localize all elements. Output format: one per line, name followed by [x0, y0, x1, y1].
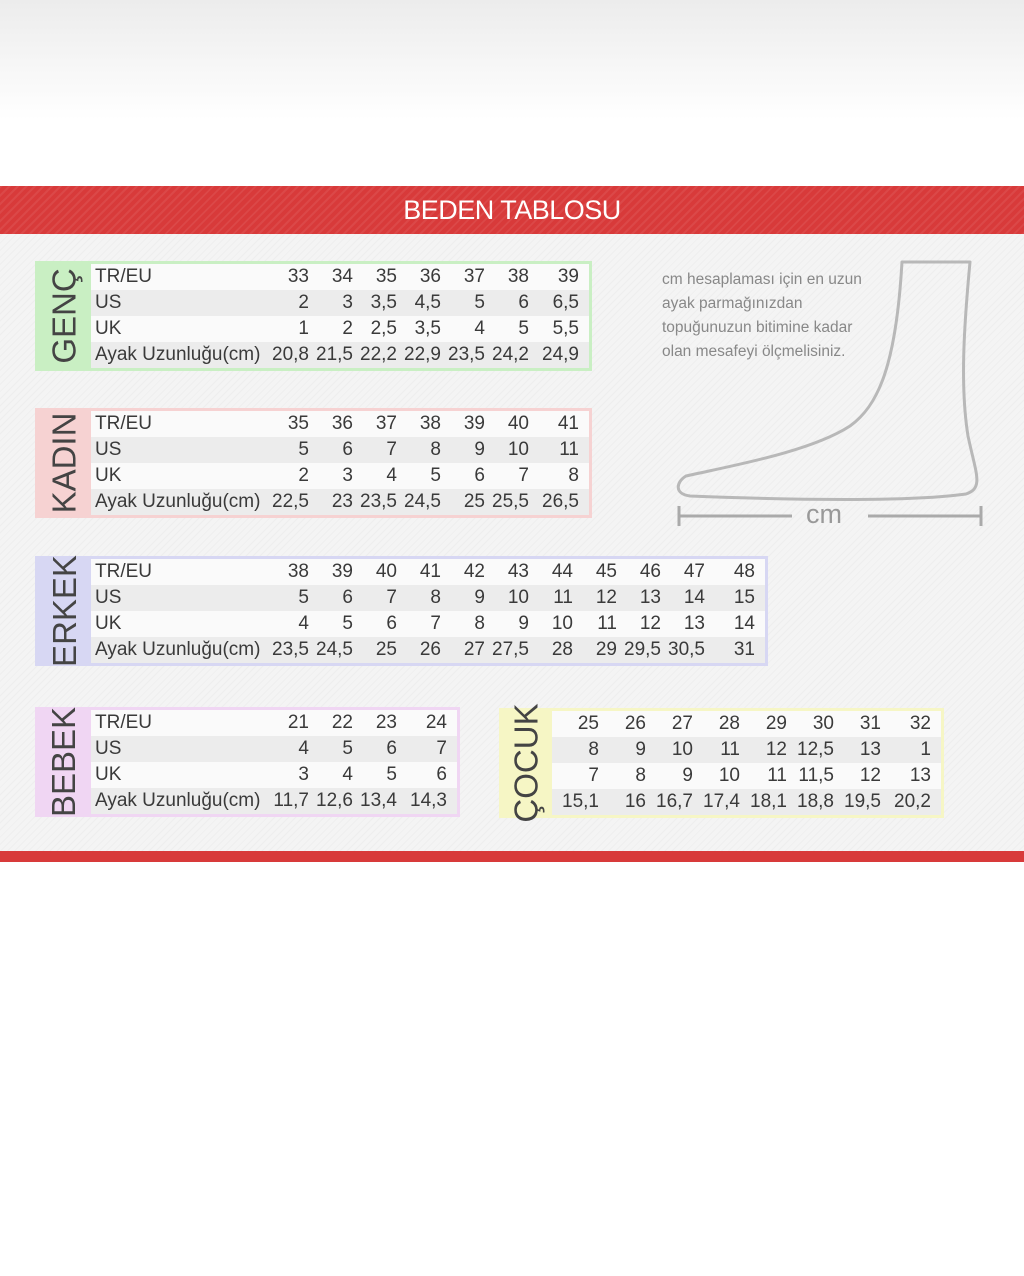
table-cell: 35 — [375, 266, 397, 287]
table-cell: 25,5 — [492, 491, 529, 512]
genc-tag: GENÇ — [38, 264, 91, 368]
bebek-tag: BEBEK — [38, 710, 91, 814]
row-label: Ayak Uzunluğu(cm) — [95, 639, 261, 660]
table-cell: 12 — [639, 613, 661, 634]
table-cell: 12 — [859, 765, 881, 786]
table-row — [91, 290, 589, 316]
table-cell: 6 — [518, 292, 529, 313]
row-label: TR/EU — [95, 561, 152, 582]
table-cell: 5 — [342, 738, 353, 759]
table-cell: 38 — [419, 413, 441, 434]
table-cell: 25 — [463, 491, 485, 512]
table-cell: 44 — [551, 561, 573, 582]
table-cell: 26 — [419, 639, 441, 660]
table-cell: 24,5 — [316, 639, 353, 660]
table-cell: 4 — [298, 613, 309, 634]
table-row — [91, 736, 457, 762]
table-row — [91, 637, 765, 663]
table-cell: 6 — [386, 738, 397, 759]
table-cell: 28 — [551, 639, 573, 660]
table-cell: 36 — [419, 266, 441, 287]
table-cell: 26 — [624, 713, 646, 734]
table-cell: 13 — [859, 739, 881, 760]
table-cell: 5 — [430, 465, 441, 486]
table-cell: 40 — [375, 561, 397, 582]
row-label: UK — [95, 764, 122, 785]
table-cell: 29 — [765, 713, 787, 734]
row-label: US — [95, 439, 122, 460]
table-cell: 39 — [331, 561, 353, 582]
table-cell: 8 — [430, 439, 441, 460]
table-cell: 41 — [419, 561, 441, 582]
table-row — [91, 342, 589, 368]
table-cell: 7 — [436, 738, 447, 759]
row-label: TR/EU — [95, 712, 152, 733]
table-cell: 10 — [507, 439, 529, 460]
bottom-bar — [0, 851, 1024, 862]
table-row — [91, 463, 589, 489]
table-cell: 10 — [551, 613, 573, 634]
table-cell: 36 — [331, 413, 353, 434]
table-cell: 13,4 — [360, 790, 397, 811]
kadin-table — [35, 408, 592, 518]
table-cell: 13 — [909, 765, 931, 786]
table-cell: 11 — [559, 439, 579, 460]
table-row — [91, 585, 765, 611]
table-cell: 24,2 — [492, 344, 529, 365]
table-cell: 23 — [375, 712, 397, 733]
table-cell: 15,1 — [562, 791, 599, 812]
erkek-table — [35, 556, 768, 666]
table-cell: 6 — [386, 613, 397, 634]
measure-note: cm hesaplaması için en uzun ayak parmağınızdan topuğunuzun bitimine kadar olan mesafeyi ölçmelisiniz. — [662, 271, 862, 360]
table-row — [91, 316, 589, 342]
table-cell: 37 — [375, 413, 397, 434]
table-cell: 2,5 — [370, 318, 397, 339]
table-cell: 23,5 — [272, 639, 309, 660]
table-cell: 6,5 — [552, 292, 579, 313]
table-row — [91, 611, 765, 637]
table-cell: 5 — [342, 613, 353, 634]
table-cell: 15 — [733, 587, 755, 608]
table-cell: 23,5 — [448, 344, 485, 365]
table-cell: 14 — [733, 613, 755, 634]
table-cell: 10 — [671, 739, 693, 760]
row-label: UK — [95, 318, 122, 339]
table-row — [552, 737, 941, 763]
table-cell: 4,5 — [414, 292, 441, 313]
table-cell: 12,5 — [797, 739, 834, 760]
table-cell: 11,5 — [798, 765, 834, 786]
size-chart — [0, 186, 1024, 862]
table-cell: 19,5 — [844, 791, 881, 812]
table-cell: 7 — [518, 465, 529, 486]
table-cell: 10 — [718, 765, 740, 786]
table-cell: 41 — [557, 413, 579, 434]
row-label: UK — [95, 465, 122, 486]
table-cell: 10 — [507, 587, 529, 608]
table-cell: 43 — [507, 561, 529, 582]
table-cell: 20,8 — [272, 344, 309, 365]
table-cell: 6 — [474, 465, 485, 486]
table-cell: 35 — [287, 413, 309, 434]
row-label: Ayak Uzunluğu(cm) — [95, 491, 261, 512]
table-cell: 39 — [557, 266, 579, 287]
table-row — [91, 762, 457, 788]
row-label: TR/EU — [95, 266, 152, 287]
table-cell: 3 — [342, 465, 353, 486]
cm-label: cm — [806, 499, 842, 529]
table-cell: 6 — [342, 439, 353, 460]
table-cell: 8 — [568, 465, 579, 486]
table-cell: 11,7 — [273, 790, 309, 811]
table-cell: 5 — [474, 292, 485, 313]
table-cell: 9 — [682, 765, 693, 786]
table-cell: 4 — [298, 738, 309, 759]
table-cell: 26,5 — [542, 491, 579, 512]
table-row — [91, 411, 589, 437]
table-cell: 24 — [425, 712, 447, 733]
table-cell: 20,2 — [894, 791, 931, 812]
table-cell: 2 — [342, 318, 353, 339]
table-cell: 12,6 — [316, 790, 353, 811]
table-cell: 8 — [635, 765, 646, 786]
table-cell: 7 — [386, 439, 397, 460]
table-cell: 39 — [463, 413, 485, 434]
table-cell: 11 — [720, 739, 740, 760]
table-cell: 1 — [298, 318, 309, 339]
erkek-tag: ERKEK — [38, 559, 91, 663]
table-cell: 25 — [375, 639, 397, 660]
table-cell: 1 — [920, 739, 931, 760]
table-cell: 38 — [507, 266, 529, 287]
table-cell: 34 — [331, 266, 353, 287]
table-cell: 9 — [474, 439, 485, 460]
table-cell: 22,5 — [272, 491, 309, 512]
table-cell: 21,5 — [316, 344, 353, 365]
table-row — [91, 710, 457, 736]
row-label: US — [95, 587, 122, 608]
table-cell: 11 — [767, 765, 787, 786]
table-cell: 22,9 — [404, 344, 441, 365]
table-cell: 33 — [287, 266, 309, 287]
table-cell: 4 — [386, 465, 397, 486]
table-cell: 7 — [386, 587, 397, 608]
table-cell: 48 — [733, 561, 755, 582]
page-title: BEDEN TABLOSU — [403, 194, 621, 225]
table-cell: 8 — [588, 739, 599, 760]
table-cell: 40 — [507, 413, 529, 434]
table-cell: 5 — [298, 587, 309, 608]
table-cell: 16,7 — [656, 791, 693, 812]
table-cell: 5 — [518, 318, 529, 339]
table-row — [552, 789, 941, 815]
table-cell: 31 — [859, 713, 881, 734]
table-cell: 9 — [635, 739, 646, 760]
table-row — [91, 264, 589, 290]
table-cell: 16 — [624, 791, 646, 812]
table-row — [91, 559, 765, 585]
table-cell: 5 — [298, 439, 309, 460]
table-cell: 29 — [595, 639, 617, 660]
cocuk-table — [499, 703, 944, 823]
table-cell: 12 — [765, 739, 787, 760]
table-cell: 6 — [436, 764, 447, 785]
table-cell: 8 — [430, 587, 441, 608]
row-label: Ayak Uzunluğu(cm) — [95, 790, 261, 811]
table-cell: 18,8 — [797, 791, 834, 812]
table-cell: 2 — [298, 465, 309, 486]
table-cell: 6 — [342, 587, 353, 608]
table-cell: 14,3 — [410, 790, 447, 811]
table-cell: 30,5 — [668, 639, 705, 660]
row-label: US — [95, 292, 122, 313]
table-row — [91, 437, 589, 463]
table-cell: 25 — [577, 713, 599, 734]
table-cell: 11 — [597, 613, 617, 634]
table-cell: 4 — [342, 764, 353, 785]
table-cell: 21 — [287, 712, 309, 733]
table-cell: 7 — [430, 613, 441, 634]
table-cell: 27 — [671, 713, 693, 734]
row-label: UK — [95, 613, 122, 634]
table-cell: 47 — [683, 561, 705, 582]
table-row — [552, 711, 941, 737]
table-cell: 23,5 — [360, 491, 397, 512]
table-cell: 3 — [298, 764, 309, 785]
table-row — [552, 763, 941, 789]
table-cell: 46 — [639, 561, 661, 582]
table-cell: 27 — [463, 639, 485, 660]
table-cell: 42 — [463, 561, 485, 582]
table-cell: 7 — [588, 765, 599, 786]
table-cell: 24,9 — [542, 344, 579, 365]
table-cell: 23 — [331, 491, 353, 512]
table-cell: 38 — [287, 561, 309, 582]
table-cell: 30 — [812, 713, 834, 734]
row-label: Ayak Uzunluğu(cm) — [95, 344, 261, 365]
genc-table — [35, 261, 592, 371]
table-cell: 4 — [474, 318, 485, 339]
table-cell: 22,2 — [360, 344, 397, 365]
table-cell: 3,5 — [414, 318, 441, 339]
kadin-tag: KADIN — [38, 411, 91, 515]
row-label: TR/EU — [95, 413, 152, 434]
table-cell: 2 — [298, 292, 309, 313]
table-cell: 37 — [463, 266, 485, 287]
table-cell: 12 — [595, 587, 617, 608]
table-cell: 13 — [683, 613, 705, 634]
cocuk-tag: ÇOCUK — [502, 711, 552, 815]
table-cell: 11 — [553, 587, 573, 608]
table-cell: 14 — [683, 587, 705, 608]
table-row — [91, 489, 589, 515]
table-cell: 13 — [639, 587, 661, 608]
table-cell: 31 — [733, 639, 755, 660]
title-banner — [0, 186, 1024, 234]
table-cell: 32 — [909, 713, 931, 734]
table-cell: 5 — [386, 764, 397, 785]
table-cell: 9 — [518, 613, 529, 634]
table-cell: 45 — [595, 561, 617, 582]
table-cell: 17,4 — [703, 791, 740, 812]
bebek-table — [35, 707, 460, 817]
table-cell: 22 — [331, 712, 353, 733]
table-cell: 9 — [474, 587, 485, 608]
table-cell: 24,5 — [404, 491, 441, 512]
table-cell: 3 — [342, 292, 353, 313]
table-cell: 28 — [718, 713, 740, 734]
table-row — [91, 788, 457, 814]
table-cell: 5,5 — [552, 318, 579, 339]
table-cell: 27,5 — [492, 639, 529, 660]
table-cell: 3,5 — [370, 292, 397, 313]
table-cell: 29,5 — [624, 639, 661, 660]
row-label: US — [95, 738, 122, 759]
table-cell: 8 — [474, 613, 485, 634]
table-cell: 18,1 — [750, 791, 787, 812]
top-shadow — [0, 0, 1024, 120]
